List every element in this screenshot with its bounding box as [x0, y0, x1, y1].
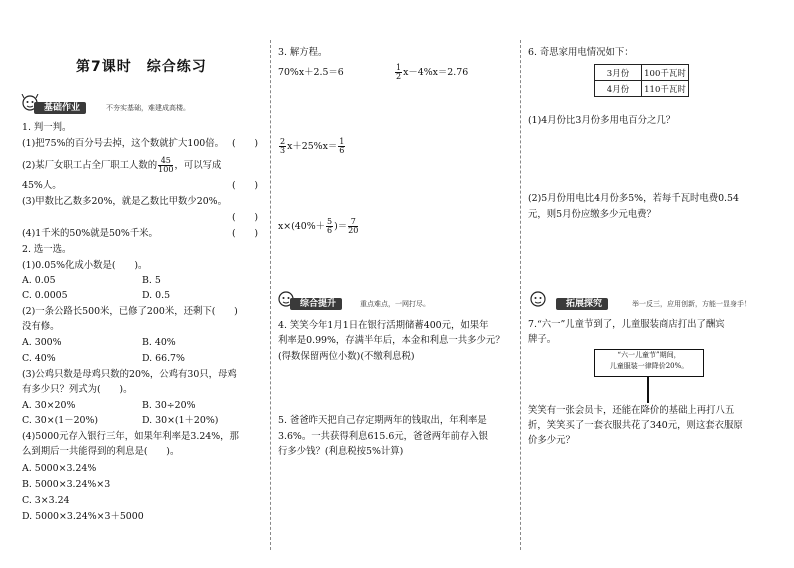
option-b[interactable]: B. 40% [142, 337, 176, 348]
usage-table [594, 64, 689, 97]
question-5-cont: 3.6%。一共获得利息615.6元，爸爸两年前存入银 [278, 431, 489, 442]
question-7: 7.“六一”儿童节到了，儿童服装商店打出了酬宾 [528, 319, 725, 330]
option-c[interactable]: C. 30×(1－20%) [22, 415, 99, 426]
table-cell: 110千瓦时 [642, 81, 689, 97]
question-2-2-cont: 没有修。 [22, 321, 60, 332]
question-2-3: (3)公鸡只数是母鸡只数的20%，公鸡有30只，母鸡 [22, 369, 237, 380]
answer-paren[interactable]: ( ) [232, 228, 259, 239]
fraction: $\frac{5}{6}$ [327, 217, 333, 235]
question-5: 5. 爸爸昨天把自己存定期两年的钱取出，年利率是 [278, 415, 487, 426]
sign-line: 儿童服装一律降价20%。 [609, 362, 689, 370]
question-1-1: (1)把75%的百分号去掉，这个数就扩大100倍。 [22, 138, 225, 149]
table-row [595, 81, 689, 97]
question-2-4: (4)5000元存入银行三年，如果年利率是3.24%，那 [22, 431, 239, 442]
question-1-3: (3)甲数比乙数多20%，就是乙数比甲数少20%。 [22, 196, 227, 207]
question-6-2: (2)5月份用电比4月份多5%，若每千瓦时电费0.54 [528, 193, 739, 204]
section-label: 拓展探究 [556, 298, 608, 310]
answer-paren[interactable]: ( ) [232, 138, 259, 149]
question-2-1: (1)0.05%化成小数是( )。 [22, 260, 148, 271]
sign-post [647, 377, 649, 403]
fraction: $\frac{1}{2}$ [396, 63, 402, 81]
section-banner-extension [528, 296, 778, 312]
option-d[interactable]: D. 5000×3.24%×3＋5000 [22, 511, 144, 522]
option-a[interactable]: A. 0.05 [22, 275, 56, 286]
question-2-4-cont: 么到期后一共能得到的利息是( )。 [22, 446, 180, 457]
option-b[interactable]: B. 30÷20% [142, 400, 196, 411]
question-3: 3. 解方程。 [278, 47, 328, 58]
question-4-note: (得数保留两位小数)(不缴利息税) [278, 351, 415, 362]
table-cell: 100千瓦时 [642, 65, 689, 81]
table-cell: 4月份 [595, 81, 642, 97]
equation-1: 70%x＋2.5＝6 [278, 67, 344, 78]
option-b[interactable]: B. 5000×3.24%×3 [22, 479, 111, 490]
fraction: $\frac{2}{3}$ [280, 137, 286, 155]
question-2-2: (2)一条公路长500米，已修了200米，还剩下( ) [22, 306, 238, 317]
fraction: $\frac{7}{20}$ [348, 217, 359, 235]
answer-paren[interactable]: ( ) [232, 180, 259, 191]
sign-line: “六一儿童节”期间， [617, 351, 681, 359]
option-d[interactable]: D. 66.7% [142, 353, 185, 364]
table-cell: 3月份 [595, 65, 642, 81]
question-1-2-cont: 45%人。 [22, 180, 62, 191]
section-slogan: 不夯实基础，难建成高楼。 [106, 104, 190, 112]
question-7-body: 折，笑笑买了一套衣服共花了340元，则这套衣服原 [528, 420, 743, 431]
section-slogan: 重点难点，一网打尽。 [360, 300, 430, 308]
option-d[interactable]: D. 0.5 [142, 290, 171, 301]
equation-4: x×(40%＋ $\frac{5}{6}$ )＝ $\frac{7}{20}$ [278, 217, 359, 235]
option-c[interactable]: C. 3×3.24 [22, 495, 70, 506]
option-a[interactable]: A. 5000×3.24% [22, 463, 97, 474]
page-title: 第7课时 综合练习 [76, 59, 207, 75]
question-4-cont: 利率是0.99%，存满半年后，本金和利息一共多少元？ [278, 335, 505, 346]
question-5-note: 行多少钱？(利息税按5%计算) [278, 446, 404, 457]
option-a[interactable]: A. 300% [22, 337, 62, 348]
option-c[interactable]: C. 40% [22, 353, 56, 364]
section-banner-comprehensive [276, 296, 516, 312]
question-1-4: (4)1千米的50%就是50%千米。 [22, 228, 158, 239]
answer-paren[interactable]: ( ) [232, 212, 259, 223]
section-banner-basic [20, 100, 260, 116]
section-label: 基础作业 [34, 102, 86, 114]
fraction: $\frac{45}{100}$ [158, 156, 174, 174]
mascot-icon [528, 290, 548, 312]
promo-sign [594, 349, 704, 377]
question-1: 1. 判一判。 [22, 122, 72, 133]
table-row [595, 65, 689, 81]
column-divider [270, 40, 271, 550]
question-4: 4. 笑笑今年1月1日在银行活期储蓄400元，如果年 [278, 320, 489, 331]
option-a[interactable]: A. 30×20% [22, 400, 76, 411]
question-6: 6. 奇思家用电情况如下： [528, 47, 634, 58]
question-7-cont: 牌子。 [528, 334, 557, 345]
question-6-1: (1)4月份比3月份多用电百分之几？ [528, 115, 676, 126]
question-7-body: 笑笑有一张会员卡，还能在降价的基础上再打八五 [528, 405, 735, 416]
option-d[interactable]: D. 30×(1＋20%) [142, 415, 219, 426]
question-7-body: 价多少元？ [528, 435, 575, 446]
section-slogan: 举一反三，应用创新，方能一显身手！ [632, 300, 751, 308]
option-c[interactable]: C. 0.0005 [22, 290, 68, 301]
question-1-2: (2)某厂女职工占全厂职工人数的 $\frac{45}{100}$ ，可以写成 [22, 156, 222, 174]
fraction: $\frac{1}{6}$ [339, 137, 345, 155]
option-b[interactable]: B. 5 [142, 275, 161, 286]
column-divider [520, 40, 521, 550]
question-2: 2. 选一选。 [22, 244, 72, 255]
question-6-2-cont: 元，则5月份应缴多少元电费？ [528, 209, 656, 220]
question-2-3-cont: 有多少只？列式为( )。 [22, 384, 133, 395]
equation-2: $\frac{1}{2}$ x－4%x＝2.76 [396, 63, 469, 81]
equation-3: $\frac{2}{3}$ x＋25%x＝ $\frac{1}{6}$ [280, 137, 345, 155]
section-label: 综合提升 [290, 298, 342, 310]
